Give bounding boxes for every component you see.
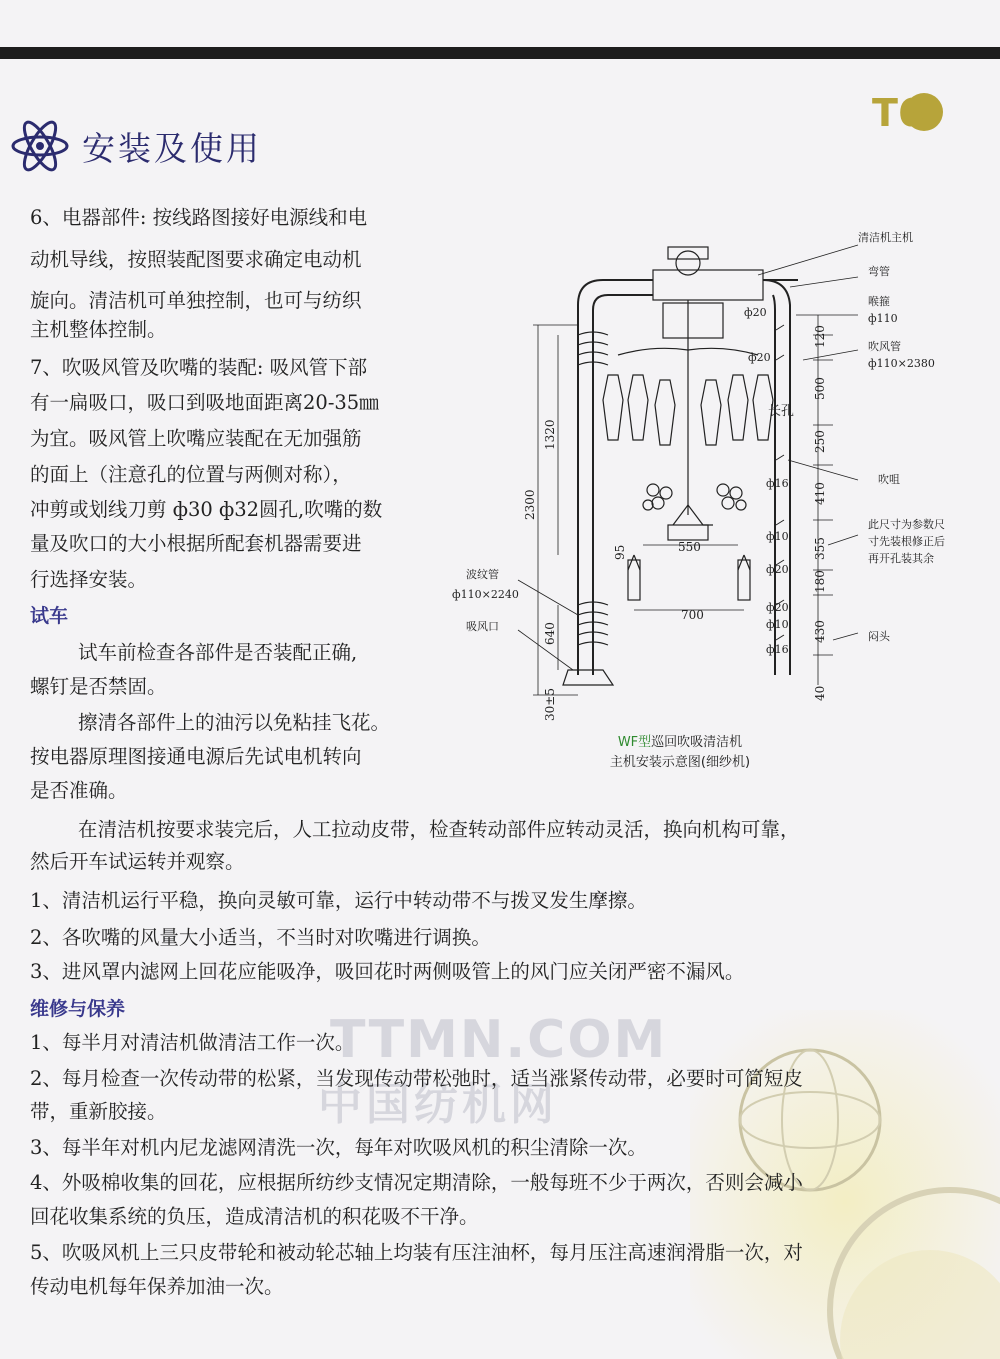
maint-line: 2、每月检查一次传动带的松紧，当发现传动带松弛时，适当涨紧传动带，必要时可简短皮	[30, 1067, 803, 1090]
caption-line2: 主机安装示意图(细纱机)	[609, 755, 751, 770]
diagram-label: 吹风管	[868, 340, 901, 353]
dim-label: 250	[813, 430, 827, 453]
section-heading-maintenance: 维修与保养	[30, 998, 126, 1020]
caption-model: WF型	[617, 735, 652, 750]
trial-line: 然后开车试运转并观察。	[30, 850, 245, 873]
diagram-label: 闷头	[868, 630, 890, 643]
trial-line: 擦清各部件上的油污以免粘挂飞花。	[78, 711, 391, 734]
maint-line: 5、吹吸风机上三只皮带轮和被动轮芯轴上均装有压注油杯，每月压注高速润滑脂一次，对	[30, 1241, 803, 1264]
intro-line: 6、电器部件: 按线路图接好电源线和电	[30, 206, 368, 229]
hole-label: ф20	[766, 563, 789, 576]
page-header	[10, 118, 262, 174]
watermark-domain: TTMN.COM	[330, 1010, 668, 1070]
diagram-label: 弯管	[868, 265, 890, 278]
maint-line: 带，重新胶接。	[30, 1100, 167, 1123]
diagram-label: 此尺寸为参数尺	[868, 518, 945, 531]
hole-label: ф10	[766, 618, 789, 631]
diagram-label: ф110	[868, 312, 898, 325]
intro-line: 行选择安装。	[30, 568, 148, 591]
intro-line: 旋向。清洁机可单独控制，也可与纺织	[30, 289, 362, 312]
dim-label: 430	[813, 620, 827, 643]
maint-line: 传动电机每年保养加油一次。	[30, 1275, 284, 1298]
dim-label: 180	[813, 570, 827, 593]
dim-label: 30±5	[543, 688, 557, 721]
diagram-label: ф110×2380	[868, 357, 935, 370]
diagram-label: 吸风口	[466, 620, 499, 633]
trial-line: 在清洁机按要求装完后，人工拉动皮带，检查转动部件应转动灵活，换向机构可靠，	[78, 818, 800, 841]
trial-line: 是否准确。	[30, 779, 128, 802]
maint-line: 4、外吸棉收集的回花，应根据所纺纱支情况定期清除，一般每班不少于两次，否则会减小	[30, 1171, 803, 1194]
intro-line: 有一扁吸口，吸口到吸地面距离20-35㎜	[30, 391, 379, 414]
dim-label: 550	[678, 540, 701, 554]
trial-line: 1、清洁机运行平稳，换向灵敏可靠，运行中转动带不与拨叉发生摩擦。	[30, 889, 647, 912]
intro-line: 量及吹口的大小根据所配套机器需要进	[30, 532, 362, 555]
hole-label: ф20	[744, 306, 767, 319]
top-rule	[0, 47, 1000, 59]
watermark-site-name: 中国纺机网	[318, 1079, 558, 1130]
intro-line: 主机整体控制。	[30, 318, 167, 341]
dim-label: 640	[543, 622, 557, 645]
logo-text: T6	[872, 91, 925, 134]
section-heading-trial: 试车	[30, 605, 69, 627]
t6-logo	[868, 88, 948, 134]
trial-line: 按电器原理图接通电源后先试电机转向	[30, 745, 362, 768]
diagram-label: 吹咀	[878, 473, 900, 486]
dim-label: 700	[681, 608, 704, 622]
diagram-label: 再开孔装其余	[868, 552, 934, 565]
intro-line: 的面上（注意孔的位置与两侧对称），	[30, 463, 352, 486]
dim-label: 1320	[543, 419, 557, 450]
diagram-label: 寸先装根修正后	[868, 535, 945, 548]
hole-label: ф20	[766, 601, 789, 614]
trial-line: 试车前检查各部件是否装配正确,	[78, 641, 358, 664]
dim-label: 95	[613, 544, 627, 560]
intro-line: 为宜。吸风管上吹嘴应装配在无加强筋	[30, 427, 362, 450]
dim-label: 500	[813, 377, 827, 400]
intro-line: 冲剪或划线刀剪 ф30 ф32圆孔,吹嘴的数	[30, 498, 383, 521]
hole-label: ф16	[766, 477, 789, 490]
trial-line: 螺钉是否禁固。	[30, 675, 167, 698]
diagram-caption	[590, 733, 770, 773]
maint-line: 3、每半年对机内尼龙滤网清洗一次，每年对吹吸风机的积尘清除一次。	[30, 1136, 647, 1159]
dim-label: 40	[813, 685, 827, 701]
page-title: 安装及使用	[82, 128, 262, 168]
caption-line1: 巡回吹吸清洁机	[651, 735, 743, 750]
hole-label: ф16	[766, 643, 789, 656]
dim-label: 120	[813, 325, 827, 348]
atom-icon	[10, 118, 70, 174]
intro-line: 动机导线，按照装配图要求确定电动机	[30, 248, 362, 271]
dim-label: 2300	[523, 489, 537, 520]
diagram-label: ф110×2240	[452, 588, 519, 601]
maint-line: 回花收集系统的负压，造成清洁机的积花吸不干净。	[30, 1205, 479, 1228]
trial-line: 2、各吹嘴的风量大小适当，不当时对吹嘴进行调换。	[30, 926, 491, 949]
hole-label: ф10	[766, 530, 789, 543]
installation-diagram	[438, 225, 978, 725]
diagram-label: 波纹管	[466, 568, 499, 581]
diagram-label: 喉箍	[868, 295, 890, 308]
trial-line: 3、进风罩内滤网上回花应能吸净，吸回花时两侧吸管上的风门应关闭严密不漏风。	[30, 960, 745, 983]
diagram-label: 清洁机主机	[858, 231, 913, 244]
dim-label: 355	[813, 537, 827, 560]
hole-label: 长孔	[768, 404, 795, 419]
dim-label: 410	[813, 482, 827, 505]
hole-label: ф20	[748, 351, 771, 364]
maint-line: 1、每半月对清洁机做清洁工作一次。	[30, 1031, 355, 1054]
intro-line: 7、吹吸风管及吹嘴的装配: 吸风管下部	[30, 356, 368, 379]
